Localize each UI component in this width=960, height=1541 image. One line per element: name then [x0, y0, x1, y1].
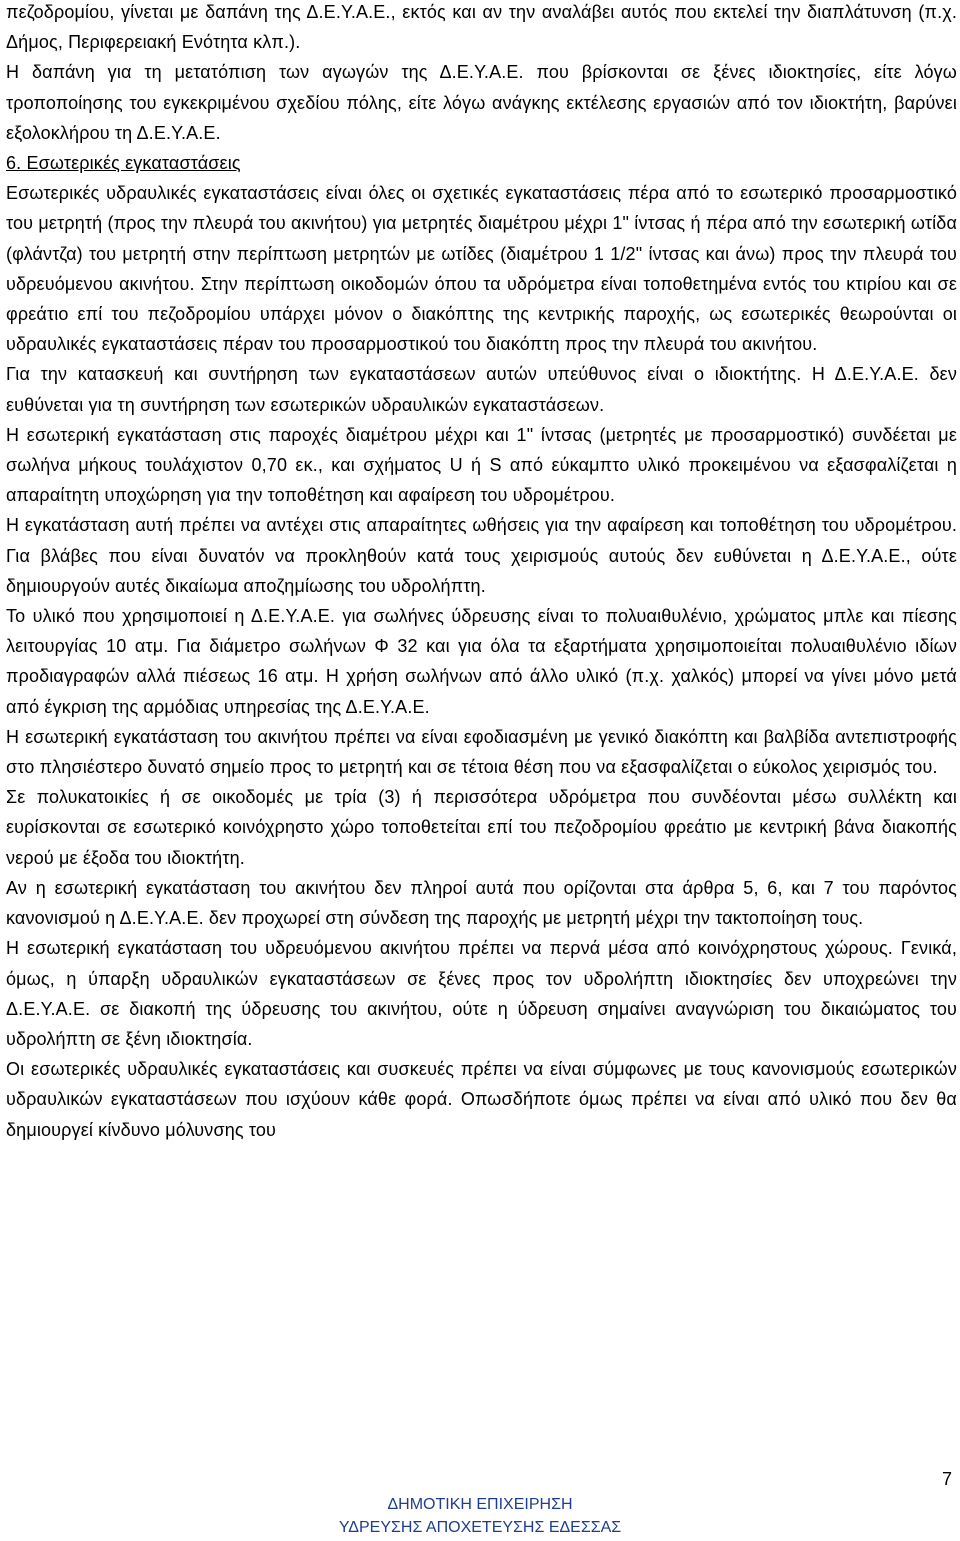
- paragraph: Η δαπάνη για τη μετατόπιση των αγωγών της Δ.Ε.Υ.Α.Ε. που βρίσκονται σε ξένες ιδιοκτησίες, είτε λόγω τροποποίησης του εγκεκριμένου σχεδίου πόλης, είτε λόγω ανάγκης εκτέλεσης εργασιών από τον ιδιοκτήτη, βαρύνει εξολοκλήρου τη Δ.Ε.Υ.Α.Ε.: [6, 62, 957, 143]
- section-heading: 6. Εσωτερικές εγκαταστάσεις: [6, 153, 241, 174]
- paragraph: Οι εσωτερικές υδραυλικές εγκαταστάσεις και συσκευές πρέπει να είναι σύμφωνες με τους κανονισμούς εσωτερικών υδραυλικών εγκαταστάσεων που ισχύουν κάθε φορά. Οπωσδήποτε όμως πρέπει να είναι από υλικό που δεν θα δημιουργεί κίνδυνο μόλυνσης του: [6, 1059, 957, 1140]
- document-body: [6, 0, 957, 1145]
- paragraph: Αν η εσωτερική εγκατάσταση του ακινήτου δεν πληροί αυτά που ορίζονται στα άρθρα 5, 6, και 7 του παρόντος κανονισμού η Δ.Ε.Υ.Α.Ε. δεν προχωρεί στη σύνδεση της παροχής με μετρητή μέχρι την τακτοποίηση τους.: [6, 877, 957, 929]
- paragraph: Για την κατασκευή και συντήρηση των εγκαταστάσεων αυτών υπεύθυνος είναι ο ιδιοκτήτης. Η Δ.Ε.Υ.Α.Ε. δεν ευθύνεται για τη συντήρηση των εσωτερικών υδραυλικών εγκαταστάσεων.: [6, 364, 957, 415]
- paragraph: Σε πολυκατοικίες ή σε οικοδομές με τρία (3) ή περισσότερα υδρόμετρα που συνδέονται μέσω συλλέκτη και ευρίσκονται σε εσωτερικό κοινόχρηστο χώρο τοποθετείται επί του πεζοδρομίου φρεάτιο με κεντρική βάνα διακοπής νερού με έξοδα του ιδιοκτήτη.: [6, 787, 957, 868]
- footer-organization-line-2: ΥΔΡΕΥΣΗΣ ΑΠΟΧΕΤΕΥΣΗΣ ΕΔΕΣΣΑΣ: [338, 1519, 622, 1536]
- footer-organization-line-1: ΔΗΜΟΤΙΚΗ ΕΠΙΧΕΙΡΗΣΗ: [387, 1496, 573, 1513]
- paragraph: Η εσωτερική εγκατάσταση του υδρευόμενου ακινήτου πρέπει να περνά μέσα από κοινόχρηστους χώρους. Γενικά, όμως, η ύπαρξη υδραυλικών εγκαταστάσεων σε ξένες προς τον υδρολήπτη ιδιοκτησίες δεν υποχρεώνει την Δ.Ε.Υ.Α.Ε. σε διακοπή της ύδρευσης του ακινήτου, ούτε η ύδρευση σημαίνει αναγνώριση του δικαιώματος του υδρολήπτη σε ξένη ιδιοκτησία.: [6, 938, 957, 1049]
- paragraph: πεζοδρομίου, γίνεται με δαπάνη της Δ.Ε.Υ.Α.Ε., εκτός και αν την αναλάβει αυτός που εκτελεί την διαπλάτυνση (π.χ. Δήμος, Περιφερειακή Ενότητα κλπ.).: [6, 2, 957, 53]
- paragraph: Εσωτερικές υδραυλικές εγκαταστάσεις είναι όλες οι σχετικές εγκαταστάσεις πέρα από το εσωτερικό προσαρμοστικό του μετρητή (προς την πλευρά του ακινήτου) για μετρητές διαμέτρου μέχρι 1" ίντσας ή πέρα από την εσωτερική ωτίδα (φλάντζα) του μετρητή στην περίπτωση μετρητών με ωτίδες (διαμέτρου 1 1/2" ίντσας και άνω) προς την πλευρά του υδρευόμενου ακινήτου. Στην περίπτωση οικοδομών όπου τα υδρόμετρα είναι τοποθετημένα εντός του κτιρίου και σε φρεάτιο επί του πεζοδρομίου υπάρχει μόνον ο διακόπτης της κεντρικής παροχής, ως εσωτερικές θεωρούνται οι υδραυλικές εγκαταστάσεις πέραν του προσαρμοστικού του διακόπτη προς την πλευρά του ακινήτου.: [6, 183, 957, 355]
- page-number: 7: [941, 1469, 952, 1489]
- paragraph: Το υλικό που χρησιμοποιεί η Δ.Ε.Υ.Α.Ε. για σωλήνες ύδρευσης είναι το πολυαιθυλένιο, χρώματος μπλε και πίεσης λειτουργίας 10 ατμ. Για διάμετρο σωλήνων Φ 32 και για όλα τα εξαρτήματα χρησιμοποιείται πολυαιθυλένιο ιδίων προδιαγραφών αλλά πιέσεως 16 ατμ. Η χρήση σωλήνων από άλλο υλικό (π.χ. χαλκός) μπορεί να γίνει μόνο μετά από έγκριση της αρμόδιας υπηρεσίας της Δ.Ε.Υ.Α.Ε.: [6, 606, 957, 717]
- paragraph: Η εσωτερική εγκατάσταση του ακινήτου πρέπει να είναι εφοδιασμένη με γενικό διακόπτη και βαλβίδα αντεπιστροφής στο πλησιέστερο δυνατό σημείο προς το μετρητή και σε τέτοια θέση που να εξασφαλίζεται ο εύκολος χειρισμός του.: [6, 726, 957, 778]
- paragraph: Η εγκατάσταση αυτή πρέπει να αντέχει στις απαραίτητες ωθήσεις για την αφαίρεση και τοποθέτηση του υδρομέτρου. Για βλάβες που είναι δυνατόν να προκληθούν κατά τους χειρισμούς αυτούς δεν ευθύνεται η Δ.Ε.Υ.Α.Ε., ούτε δημιουργούν αυτές δικαίωμα αποζημίωσης του υδρολήπτη.: [6, 515, 957, 596]
- paragraph: Η εσωτερική εγκατάσταση στις παροχές διαμέτρου μέχρι και 1" ίντσας (μετρητές με προσαρμοστικό) συνδέεται με σωλήνα μήκους τουλάχιστον 0,70 εκ., και σχήματος U ή S από εύκαμπτο υλικό προκειμένου να εξασφαλίζεται η απαραίτητη υποχώρηση για την τοποθέτηση και αφαίρεση του υδρομέτρου.: [6, 424, 957, 506]
